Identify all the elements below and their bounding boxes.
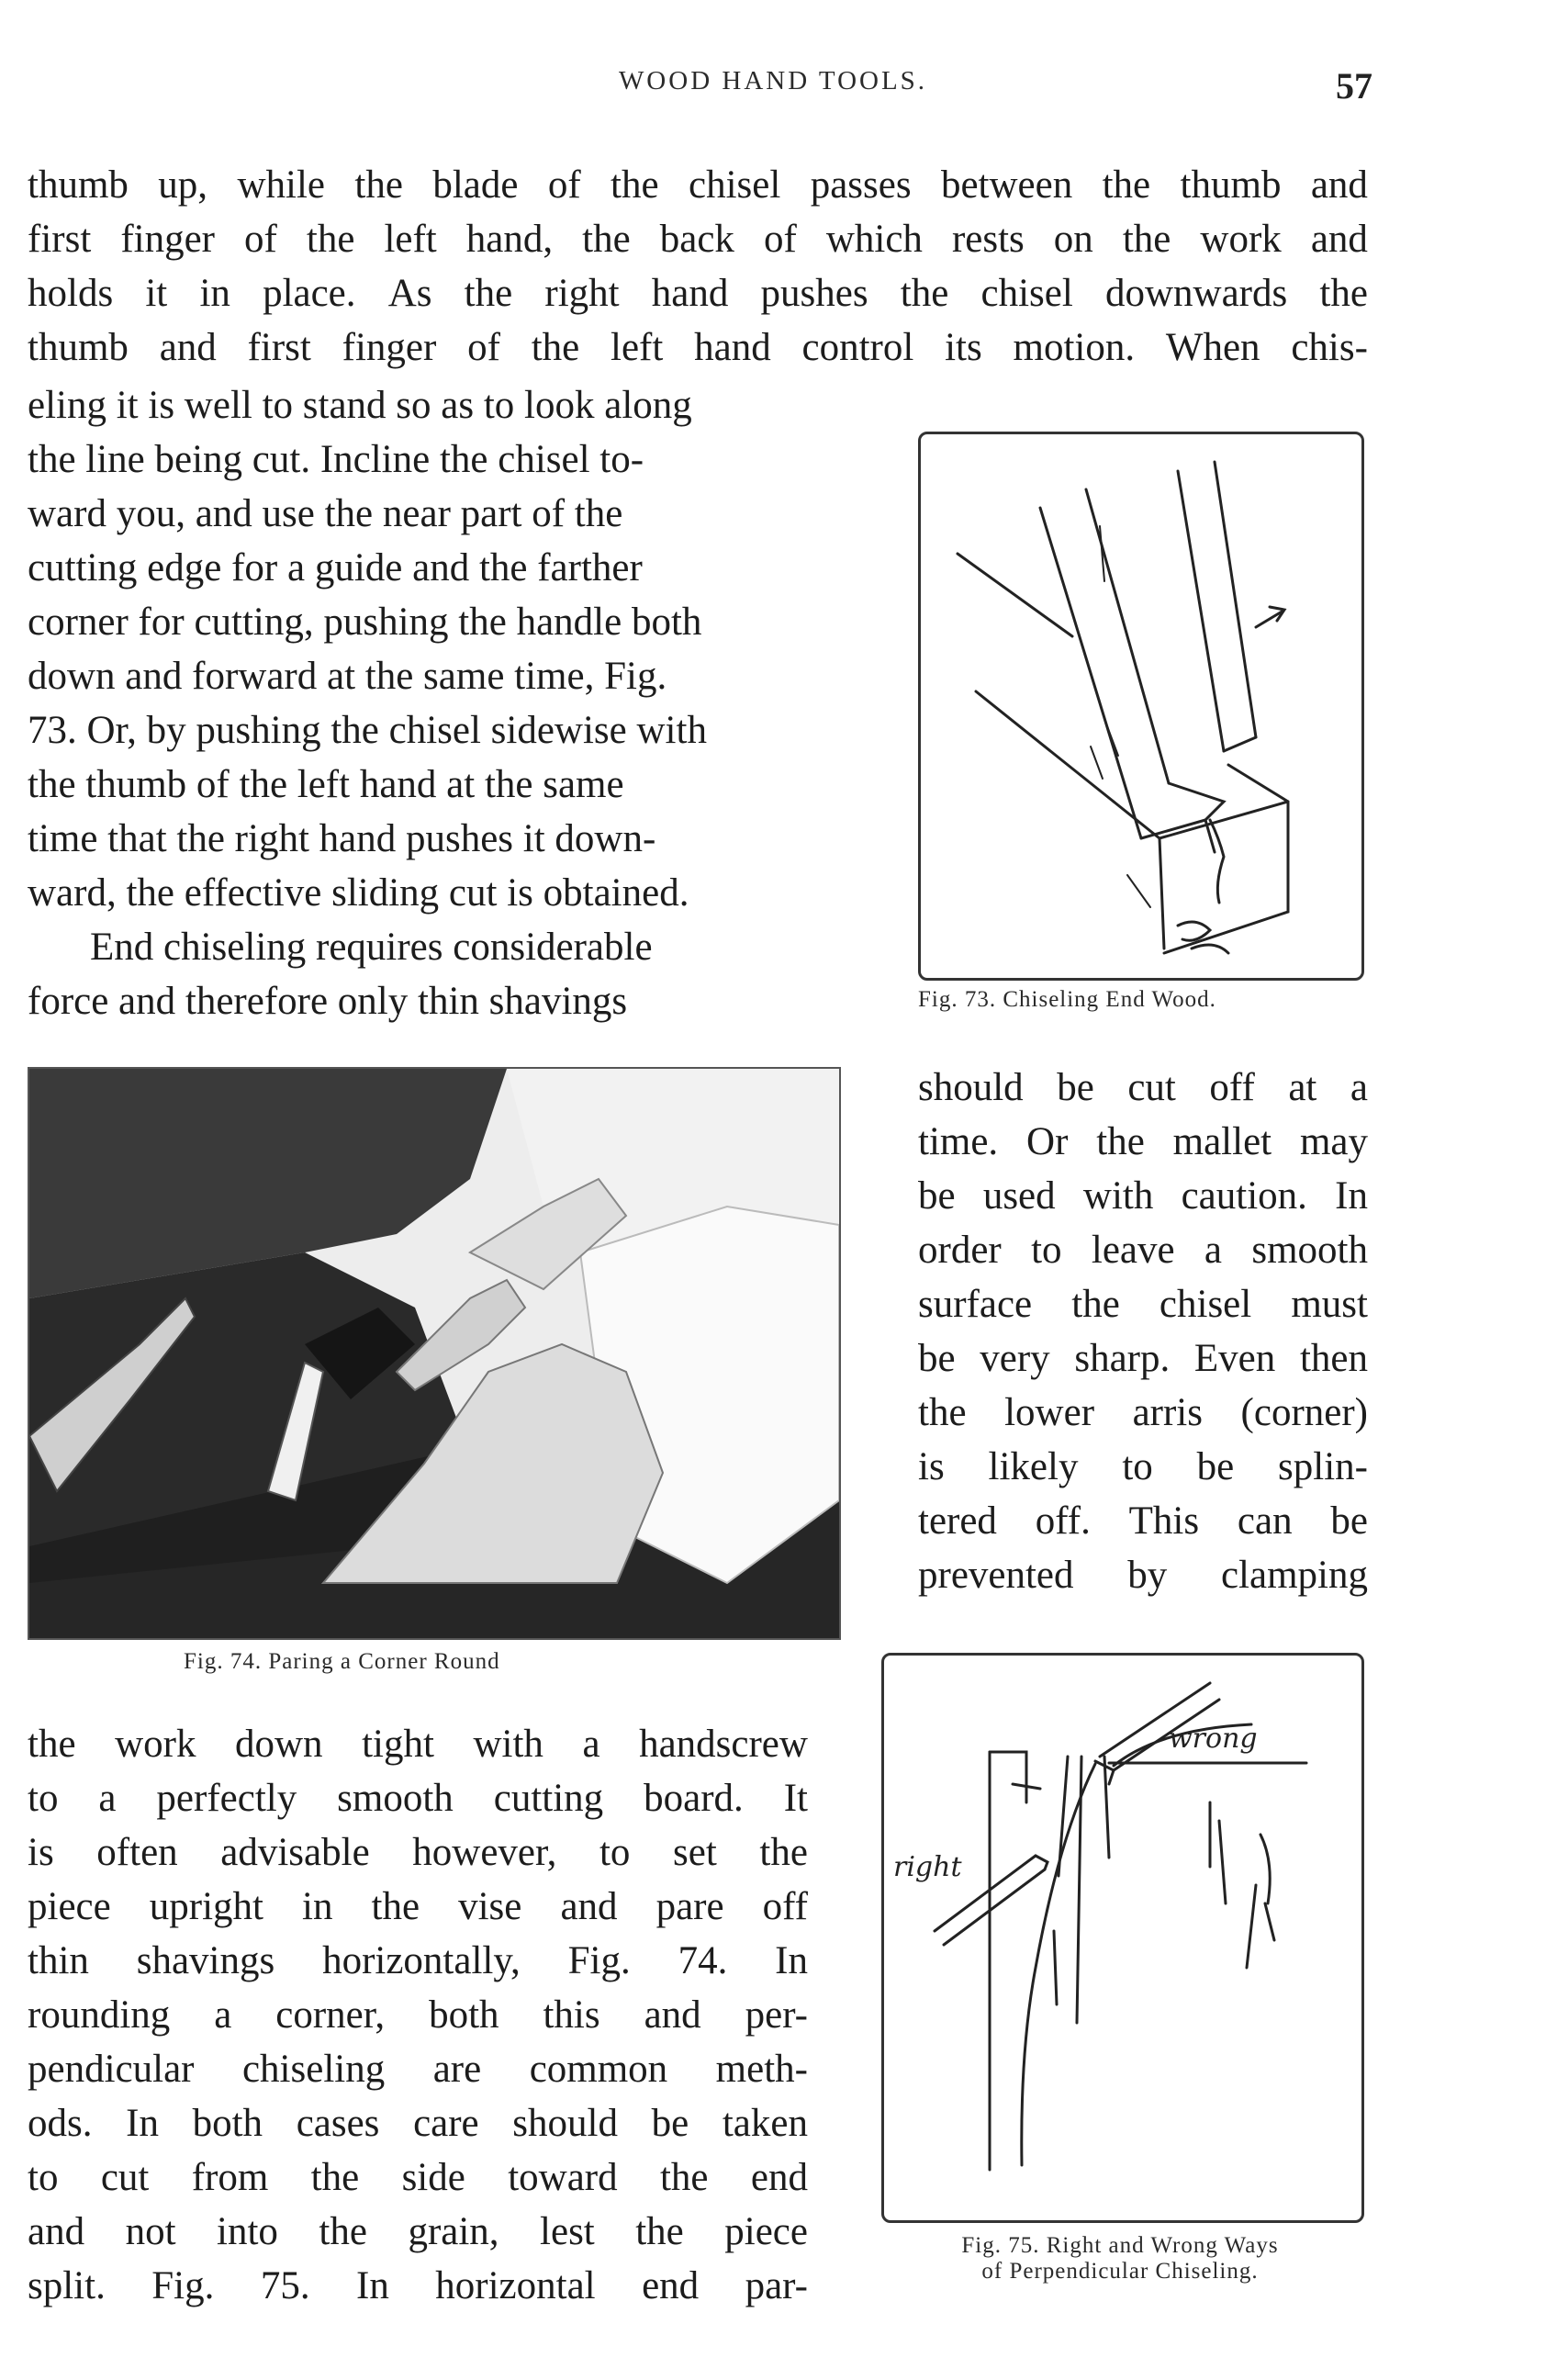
- word: is: [28, 1831, 54, 1874]
- word: In: [126, 2102, 159, 2145]
- word: be: [1057, 1066, 1094, 1109]
- text-line: [28, 2042, 808, 2096]
- word: caution.: [1181, 1174, 1307, 1218]
- word: thumb: [1180, 163, 1282, 207]
- word: thumb: [28, 163, 129, 207]
- text-line: time that the right hand pushes it down-: [28, 817, 656, 860]
- word: shavings: [136, 1939, 275, 1982]
- word: upright: [149, 1885, 263, 1928]
- word: end: [750, 2156, 808, 2199]
- text-line: [28, 320, 1368, 375]
- word: side: [401, 2156, 465, 2199]
- word: pushes: [760, 272, 868, 315]
- word: the: [464, 272, 513, 315]
- text-line: corner for cutting, pushing the handle both: [28, 601, 702, 644]
- word: the: [611, 163, 659, 207]
- word: of: [244, 218, 277, 261]
- word: blade: [432, 163, 519, 207]
- word: meth-: [715, 2048, 808, 2091]
- word: lest: [540, 2210, 595, 2253]
- word: grain,: [408, 2210, 499, 2253]
- text-line: [28, 1934, 808, 1988]
- word: a: [98, 1777, 117, 1820]
- text-line: [28, 266, 1368, 320]
- word: in: [199, 272, 230, 315]
- word: the: [354, 163, 403, 207]
- word: the: [1319, 272, 1368, 315]
- word: the: [531, 326, 580, 369]
- word: be: [1196, 1445, 1235, 1488]
- word: cut: [1127, 1066, 1176, 1109]
- word: this: [543, 1993, 600, 2037]
- word: left: [611, 326, 664, 369]
- word: by: [1127, 1554, 1168, 1597]
- word: and: [1310, 163, 1368, 207]
- wrong-label: wrong: [1169, 1723, 1258, 1755]
- word: back: [659, 218, 734, 261]
- word: while: [237, 163, 325, 207]
- text-line: 73. Or, by pushing the chisel sidewise with: [28, 709, 707, 752]
- word: to: [1031, 1229, 1062, 1272]
- word: handscrew: [639, 1723, 808, 1766]
- word: of: [763, 218, 797, 261]
- word: pare: [655, 1885, 724, 1928]
- text-line: down and forward at the same time, Fig.: [28, 655, 667, 698]
- text-line: [28, 2259, 808, 2313]
- word: time.: [918, 1120, 999, 1163]
- word: however,: [412, 1831, 557, 1874]
- word: and: [159, 326, 217, 369]
- paragraph-top: [28, 158, 1368, 375]
- text-line: ward, the effective sliding cut is obtained.: [28, 871, 689, 915]
- figure-74-caption: Fig. 74. Paring a Corner Round: [184, 1649, 500, 1674]
- word: the: [319, 2210, 367, 2253]
- figure-75-illustration: [884, 1656, 1361, 2220]
- word: at: [1288, 1066, 1317, 1109]
- word: (corner): [1240, 1391, 1368, 1434]
- text-line: End chiseling requires considerable: [90, 926, 653, 969]
- word: control: [801, 326, 914, 369]
- word: may: [1299, 1120, 1368, 1163]
- word: the: [759, 1831, 808, 1874]
- word: the: [371, 1885, 420, 1928]
- text-line: [918, 1548, 1368, 1602]
- word: Fig.: [151, 2264, 215, 2307]
- word: used: [982, 1174, 1056, 1218]
- word: the: [1102, 163, 1151, 207]
- text-line: [28, 1880, 808, 1934]
- word: pendicular: [28, 2048, 195, 2091]
- word: often: [96, 1831, 178, 1874]
- word: hand: [694, 326, 771, 369]
- word: the: [918, 1391, 967, 1434]
- word: perfectly: [156, 1777, 297, 1820]
- page-number: 57: [1336, 65, 1372, 107]
- word: right: [544, 272, 620, 315]
- word: can: [1237, 1499, 1293, 1543]
- figure-75-caption: [881, 2233, 1359, 2285]
- word: work: [115, 1723, 196, 1766]
- word: end: [642, 2264, 700, 2307]
- word: mallet: [1172, 1120, 1272, 1163]
- word: tered: [918, 1499, 997, 1543]
- word: to: [599, 1831, 631, 1874]
- word: the: [310, 2156, 360, 2199]
- word: Fig.: [567, 1939, 631, 1982]
- figure-75-caption-line: Fig. 75. Right and Wrong Ways: [961, 2233, 1279, 2258]
- word: the: [582, 218, 631, 261]
- text-line: [28, 158, 1368, 212]
- word: board.: [644, 1777, 744, 1820]
- word: in: [302, 1885, 333, 1928]
- word: It: [783, 1777, 808, 1820]
- word: common: [529, 2048, 668, 2091]
- word: In: [775, 1939, 808, 1982]
- word: the: [306, 218, 355, 261]
- word: care: [413, 2102, 479, 2145]
- word: down: [234, 1723, 323, 1766]
- word: are: [432, 2048, 482, 2091]
- paragraph-left-upper: [28, 378, 845, 1028]
- word: to: [1122, 1445, 1153, 1488]
- text-line: [918, 1386, 1368, 1440]
- word: hand,: [465, 218, 554, 261]
- running-head: WOOD HAND TOOLS.: [618, 66, 928, 95]
- word: chisel: [688, 163, 781, 207]
- word: cases: [296, 2102, 380, 2145]
- figure-75-right-wrong-chiseling: [881, 1653, 1364, 2223]
- word: clamping: [1220, 1554, 1368, 1597]
- word: be: [918, 1337, 956, 1380]
- word: split.: [28, 2264, 106, 2307]
- word: leave: [1091, 1229, 1175, 1272]
- word: is: [918, 1445, 945, 1488]
- word: ods.: [28, 2102, 93, 2145]
- word: first: [28, 218, 92, 261]
- word: and: [28, 2210, 85, 2253]
- word: place.: [263, 272, 356, 315]
- word: chisel: [980, 272, 1073, 315]
- word: Or: [1026, 1120, 1069, 1163]
- word: As: [387, 272, 432, 315]
- word: taken: [722, 2102, 808, 2145]
- word: its: [945, 326, 982, 369]
- word: cutting: [493, 1777, 604, 1820]
- word: the: [635, 2210, 684, 2253]
- word: left: [384, 218, 437, 261]
- word: the: [900, 272, 949, 315]
- text-line: [918, 1061, 1368, 1115]
- word: and: [560, 1885, 618, 1928]
- word: In: [356, 2264, 389, 2307]
- word: likely: [988, 1445, 1079, 1488]
- word: the: [659, 2156, 709, 2199]
- word: to: [28, 1777, 59, 1820]
- word: both: [429, 1993, 499, 2037]
- word: of: [547, 163, 581, 207]
- word: which: [825, 218, 923, 261]
- text-line: [918, 1277, 1368, 1331]
- figure-75-caption-line: of Perpendicular Chiseling.: [981, 2259, 1259, 2284]
- word: sharp.: [1074, 1337, 1171, 1380]
- word: be: [651, 2102, 689, 2145]
- word: then: [1299, 1337, 1368, 1380]
- figure-74-photo: [28, 1067, 841, 1640]
- word: be: [1330, 1499, 1368, 1543]
- text-line: [918, 1223, 1368, 1277]
- text-line: [918, 1115, 1368, 1169]
- word: very: [980, 1337, 1050, 1380]
- word: order: [918, 1229, 1002, 1272]
- word: When: [1165, 326, 1260, 369]
- word: it: [145, 272, 168, 315]
- word: off.: [1035, 1499, 1091, 1543]
- word: chiseling: [241, 2048, 386, 2091]
- word: finger: [342, 326, 437, 369]
- text-line: [918, 1331, 1368, 1386]
- text-line: [918, 1169, 1368, 1223]
- word: prevented: [918, 1554, 1074, 1597]
- text-line: the line being cut. Incline the chisel to-: [28, 438, 644, 481]
- word: not: [125, 2210, 176, 2253]
- text-line: [918, 1494, 1368, 1548]
- word: rounding: [28, 1993, 171, 2037]
- text-line: [28, 1717, 808, 1771]
- word: thumb: [28, 326, 129, 369]
- word: to: [28, 2156, 59, 2199]
- word: Even: [1193, 1337, 1276, 1380]
- word: par-: [745, 2264, 808, 2307]
- word: of: [467, 326, 500, 369]
- word: hand: [651, 272, 729, 315]
- word: a: [582, 1723, 600, 1766]
- word: arris: [1132, 1391, 1203, 1434]
- word: with: [473, 1723, 543, 1766]
- word: and: [644, 1993, 701, 2037]
- word: work: [1200, 218, 1282, 261]
- word: thin: [28, 1939, 89, 1982]
- word: splin-: [1278, 1445, 1368, 1488]
- word: the: [1122, 218, 1171, 261]
- word: motion.: [1013, 326, 1136, 369]
- paragraph-left-lower: [28, 1717, 808, 2313]
- text-line: [28, 2205, 808, 2259]
- word: vise: [458, 1885, 522, 1928]
- word: 74.: [678, 1939, 728, 1982]
- word: corner,: [275, 1993, 386, 2037]
- word: a: [214, 1993, 232, 2037]
- word: 75.: [260, 2264, 310, 2307]
- word: rests: [951, 218, 1025, 261]
- text-line: [28, 1771, 808, 1825]
- word: surface: [918, 1283, 1033, 1326]
- word: and: [1310, 218, 1368, 261]
- word: passes: [810, 163, 912, 207]
- paragraph-right-middle: [918, 1061, 1368, 1602]
- word: cut: [100, 2156, 150, 2199]
- word: In: [1335, 1174, 1368, 1218]
- text-line: force and therefore only thin shavings: [28, 980, 628, 1023]
- word: lower: [1004, 1391, 1095, 1434]
- word: smooth: [1251, 1229, 1368, 1272]
- text-line: [28, 2096, 808, 2150]
- word: on: [1053, 218, 1093, 261]
- figure-74-illustration: [29, 1069, 839, 1638]
- text-line: [28, 1825, 808, 1880]
- figure-73-illustration: [921, 434, 1361, 978]
- word: piece: [724, 2210, 808, 2253]
- word: should: [918, 1066, 1024, 1109]
- word: first: [247, 326, 311, 369]
- word: off: [1209, 1066, 1255, 1109]
- word: finger: [120, 218, 215, 261]
- figure-73-chiseling-end-wood: [918, 432, 1364, 981]
- word: holds: [28, 272, 114, 315]
- word: horizontal: [435, 2264, 596, 2307]
- word: a: [1350, 1066, 1368, 1109]
- word: from: [191, 2156, 269, 2199]
- text-line: the thumb of the left hand at the same: [28, 763, 624, 806]
- text-line: [918, 1440, 1368, 1494]
- word: should: [512, 2102, 618, 2145]
- word: per-: [745, 1993, 808, 2037]
- figure-73-caption: Fig. 73. Chiseling End Wood.: [918, 987, 1216, 1012]
- word: be: [918, 1174, 956, 1218]
- text-line: [28, 2150, 808, 2205]
- word: horizontally,: [322, 1939, 521, 1982]
- word: toward: [508, 2156, 618, 2199]
- word: chis-: [1291, 326, 1368, 369]
- word: off: [762, 1885, 808, 1928]
- word: up,: [158, 163, 208, 207]
- word: must: [1291, 1283, 1368, 1326]
- right-label: right: [893, 1851, 962, 1883]
- word: smooth: [337, 1777, 454, 1820]
- text-line: eling it is well to stand so as to look along: [28, 384, 692, 427]
- word: the: [1096, 1120, 1145, 1163]
- word: between: [940, 163, 1073, 207]
- word: chisel: [1159, 1283, 1252, 1326]
- word: a: [1204, 1229, 1223, 1272]
- word: piece: [28, 1885, 111, 1928]
- text-line: [28, 1988, 808, 2042]
- word: the: [28, 1723, 76, 1766]
- word: into: [217, 2210, 278, 2253]
- word: set: [673, 1831, 717, 1874]
- text-line: ward you, and use the near part of the: [28, 492, 623, 535]
- text-line: [28, 212, 1368, 266]
- word: both: [192, 2102, 263, 2145]
- word: with: [1082, 1174, 1154, 1218]
- text-line: cutting edge for a guide and the farther: [28, 546, 643, 589]
- word: advisable: [220, 1831, 370, 1874]
- word: This: [1128, 1499, 1200, 1543]
- word: tight: [362, 1723, 434, 1766]
- word: downwards: [1104, 272, 1288, 315]
- word: the: [1071, 1283, 1120, 1326]
